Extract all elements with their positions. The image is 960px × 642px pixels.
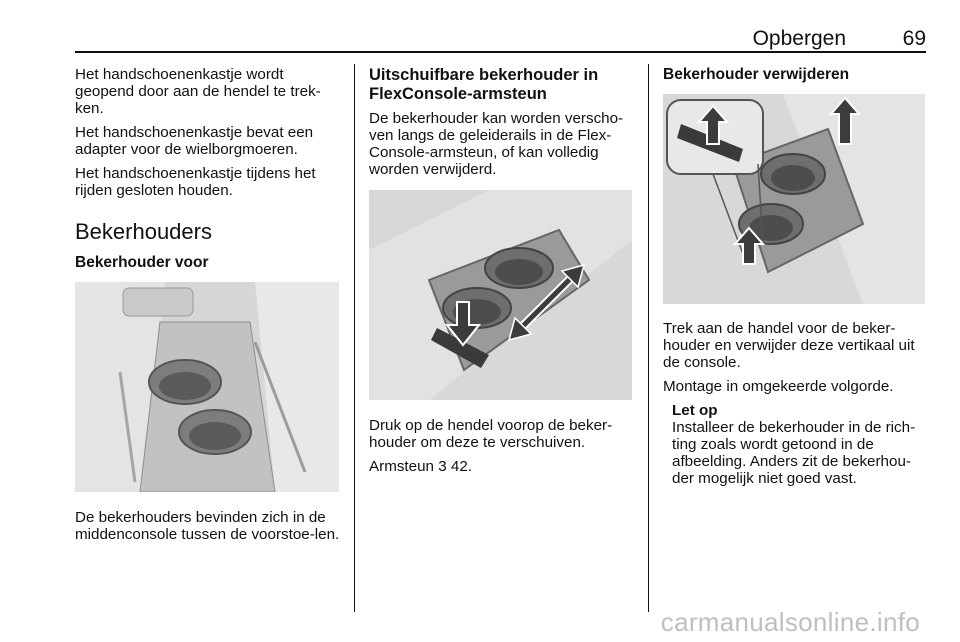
watermark: carmanualsonline.info [660, 607, 920, 637]
column-divider [354, 64, 355, 612]
reference-symbol: 3 [438, 458, 447, 475]
header-rule [75, 51, 926, 53]
figure-caption: Druk op de hendel voorop de beker-houder om deze te verschuiven. [369, 417, 613, 451]
cupholder-slide-illustration [369, 190, 632, 400]
figure-caption: Trek aan de handel voor de beker-houder en verwijder deze vertikaal uit de console. [663, 320, 915, 371]
reference-label: Armsteun [369, 458, 434, 475]
section-heading: Bekerhouder verwijderen [663, 66, 850, 83]
page-number: 69 [902, 27, 926, 50]
figure-caption: De bekerhouders bevinden zich in de middenconsole tussen de voorstoe-len. [75, 509, 340, 543]
column-middle [369, 66, 635, 482]
section-heading: Bekerhouders [75, 219, 212, 244]
paragraph: De bekerhouder kan worden verscho-ven langs de geleiderails in de Flex-Console-armsteun, of kan volledig worden verwijderd. [369, 110, 624, 178]
cupholder-remove-illustration [663, 94, 925, 304]
paragraph: Het handschoenenkastje tijdens het rijden gesloten houden. [75, 165, 316, 199]
note-box [672, 402, 927, 487]
page-title: Opbergen [752, 27, 846, 50]
column-divider [648, 64, 649, 612]
column-right [663, 66, 927, 494]
section-heading: Uitschuifbare bekerhouder in FlexConsole-armsteun [369, 66, 599, 103]
subheading: Bekerhouder voor [75, 254, 209, 271]
page-header [75, 26, 926, 52]
paragraph: Montage in omgekeerde volgorde. [663, 378, 894, 395]
paragraph: Het handschoenenkastje wordt geopend door aan de hendel te trek-ken. [75, 66, 321, 117]
cupholder-front-illustration [75, 282, 339, 492]
paragraph: Het handschoenenkastje bevat een adapter voor de wielborgmoeren. [75, 124, 314, 158]
note-body: Installeer de bekerhouder in de rich-ting zoals wordt getoond in de afbeelding. Anders zit de bekerhou-der mogelijk niet goed vast. [672, 419, 916, 487]
note-title: Let op [672, 402, 718, 419]
reference-page: 42. [450, 458, 473, 475]
column-left [75, 66, 341, 550]
cross-reference [369, 458, 635, 475]
